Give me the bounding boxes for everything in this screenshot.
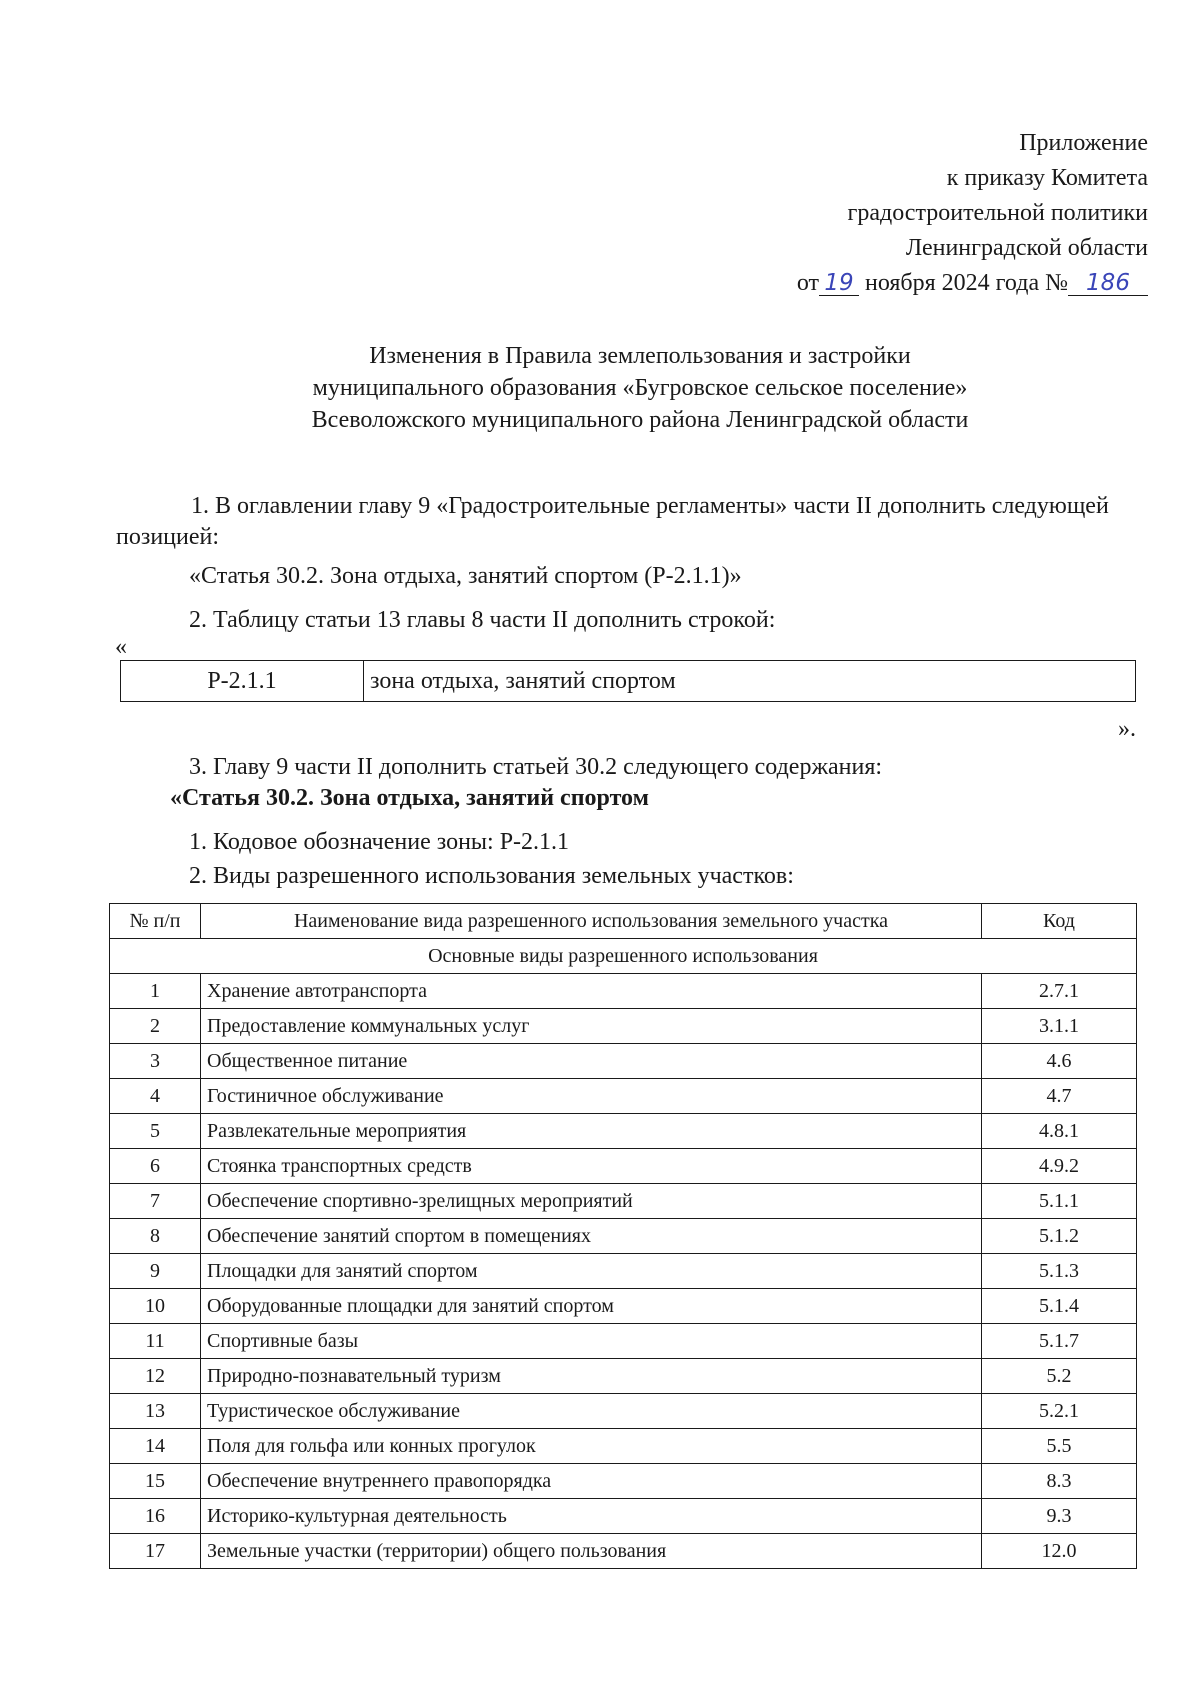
table-row bbox=[110, 1114, 1137, 1149]
table-row bbox=[110, 1254, 1137, 1289]
row-code: 5.1.4 bbox=[982, 1289, 1137, 1324]
subitem-1-text: 1. Кодовое обозначение зоны: Р-2.1.1 bbox=[189, 829, 570, 855]
table-row bbox=[110, 1464, 1137, 1499]
item-2-text: 2. Таблицу статьи 13 главы 8 части II дополнить строкой: bbox=[189, 607, 776, 633]
table-row bbox=[110, 1359, 1137, 1394]
row-code: 5.1.1 bbox=[982, 1184, 1137, 1219]
row-number: 11 bbox=[110, 1324, 201, 1359]
row-name: Оборудованные площадки для занятий спортом bbox=[201, 1289, 982, 1324]
row-code: 8.3 bbox=[982, 1464, 1137, 1499]
zone-name-cell: зона отдыха, занятий спортом bbox=[364, 661, 1136, 702]
date-middle: ноября 2024 года № bbox=[865, 270, 1068, 296]
appendix-header bbox=[548, 126, 1148, 301]
table-row bbox=[110, 1534, 1137, 1569]
row-code: 4.6 bbox=[982, 1044, 1137, 1079]
row-code: 12.0 bbox=[982, 1534, 1137, 1569]
row-code: 5.2.1 bbox=[982, 1394, 1137, 1429]
row-number: 6 bbox=[110, 1149, 201, 1184]
row-code: 4.7 bbox=[982, 1079, 1137, 1114]
row-code: 2.7.1 bbox=[982, 974, 1137, 1009]
row-code: 9.3 bbox=[982, 1499, 1137, 1534]
row-name: Развлекательные мероприятия bbox=[201, 1114, 982, 1149]
title-line-2: муниципального образования «Бугровское сельское поселение» bbox=[312, 375, 968, 401]
item-3-text: 3. Главу 9 части II дополнить статьей 30.2 следующего содержания: bbox=[189, 754, 883, 780]
row-number: 1 bbox=[110, 974, 201, 1009]
article-title: «Статья 30.2. Зона отдыха, занятий спортом bbox=[170, 785, 649, 811]
row-name: Спортивные базы bbox=[201, 1324, 982, 1359]
row-code: 5.1.3 bbox=[982, 1254, 1137, 1289]
row-name: Хранение автотранспорта bbox=[201, 974, 982, 1009]
row-number: 13 bbox=[110, 1394, 201, 1429]
document-title bbox=[120, 340, 1160, 436]
table-row bbox=[110, 1219, 1137, 1254]
row-number: 16 bbox=[110, 1499, 201, 1534]
row-name: Стоянка транспортных средств bbox=[201, 1149, 982, 1184]
order-reference: к приказу Комитета bbox=[946, 165, 1148, 191]
row-code: 5.1.2 bbox=[982, 1219, 1137, 1254]
row-number: 14 bbox=[110, 1429, 201, 1464]
row-number: 15 bbox=[110, 1464, 201, 1499]
row-name: Площадки для занятий спортом bbox=[201, 1254, 982, 1289]
table-row bbox=[110, 1429, 1137, 1464]
row-number: 4 bbox=[110, 1079, 201, 1114]
table-row bbox=[110, 1149, 1137, 1184]
row-code: 5.2 bbox=[982, 1359, 1137, 1394]
row-number: 2 bbox=[110, 1009, 201, 1044]
table-row bbox=[110, 1009, 1137, 1044]
row-number: 17 bbox=[110, 1534, 201, 1569]
row-name: Обеспечение внутреннего правопорядка bbox=[201, 1464, 982, 1499]
table-row bbox=[110, 1499, 1137, 1534]
date-prefix: от bbox=[796, 270, 819, 296]
order-date-line bbox=[548, 266, 1148, 301]
row-number: 3 bbox=[110, 1044, 201, 1079]
row-number: 9 bbox=[110, 1254, 201, 1289]
section-title: Основные виды разрешенного использования bbox=[110, 939, 1137, 974]
table-row bbox=[110, 1289, 1137, 1324]
row-name: Предоставление коммунальных услуг bbox=[201, 1009, 982, 1044]
row-code: 4.9.2 bbox=[982, 1149, 1137, 1184]
title-line-1: Изменения в Правила землепользования и застройки bbox=[369, 343, 911, 369]
zone-table bbox=[120, 660, 1136, 702]
row-code: 5.5 bbox=[982, 1429, 1137, 1464]
row-name: Обеспечение спортивно-зрелищных мероприятий bbox=[201, 1184, 982, 1219]
item-1-text: 1. В оглавлении главу 9 «Градостроительные регламенты» части II дополнить следующей позицией: bbox=[116, 493, 1109, 550]
row-number: 8 bbox=[110, 1219, 201, 1254]
row-name: Обеспечение занятий спортом в помещениях bbox=[201, 1219, 982, 1254]
row-name: Гостиничное обслуживание bbox=[201, 1079, 982, 1114]
committee-name: градостроительной политики bbox=[847, 200, 1148, 226]
table-row bbox=[110, 1394, 1137, 1429]
row-name: Земельные участки (территории) общего пользования bbox=[201, 1534, 982, 1569]
header-number: № п/п bbox=[110, 904, 201, 939]
item-1-quote: «Статья 30.2. Зона отдыха, занятий спортом (Р-2.1.1)» bbox=[189, 563, 742, 589]
close-quote-mark: ». bbox=[1118, 716, 1136, 742]
row-code: 5.1.7 bbox=[982, 1324, 1137, 1359]
permitted-uses-table bbox=[109, 903, 1137, 1569]
table-row bbox=[110, 1324, 1137, 1359]
region-name: Ленинградской области bbox=[905, 235, 1148, 261]
zone-code-cell: Р-2.1.1 bbox=[121, 661, 364, 702]
row-number: 10 bbox=[110, 1289, 201, 1324]
open-quote-mark: « bbox=[115, 634, 127, 660]
handwritten-day: 19 bbox=[819, 271, 859, 296]
table-row bbox=[110, 1079, 1137, 1114]
row-number: 7 bbox=[110, 1184, 201, 1219]
row-name: Поля для гольфа или конных прогулок bbox=[201, 1429, 982, 1464]
table-row bbox=[110, 974, 1137, 1009]
table-row bbox=[110, 1184, 1137, 1219]
row-name: Туристическое обслуживание bbox=[201, 1394, 982, 1429]
handwritten-order-number: 186 bbox=[1068, 271, 1148, 296]
table-row bbox=[110, 1044, 1137, 1079]
zone-row bbox=[121, 661, 1136, 702]
section-row bbox=[110, 939, 1137, 974]
row-code: 4.8.1 bbox=[982, 1114, 1137, 1149]
appendix-label: Приложение bbox=[1019, 130, 1148, 156]
header-code: Код bbox=[982, 904, 1137, 939]
row-number: 12 bbox=[110, 1359, 201, 1394]
row-name: Историко-культурная деятельность bbox=[201, 1499, 982, 1534]
table-header-row bbox=[110, 904, 1137, 939]
header-name: Наименование вида разрешенного использования земельного участка bbox=[201, 904, 982, 939]
title-line-3: Всеволожского муниципального района Ленинградской области bbox=[311, 407, 969, 433]
row-name: Природно-познавательный туризм bbox=[201, 1359, 982, 1394]
row-number: 5 bbox=[110, 1114, 201, 1149]
row-code: 3.1.1 bbox=[982, 1009, 1137, 1044]
row-name: Общественное питание bbox=[201, 1044, 982, 1079]
subitem-2-text: 2. Виды разрешенного использования земельных участков: bbox=[189, 863, 794, 889]
